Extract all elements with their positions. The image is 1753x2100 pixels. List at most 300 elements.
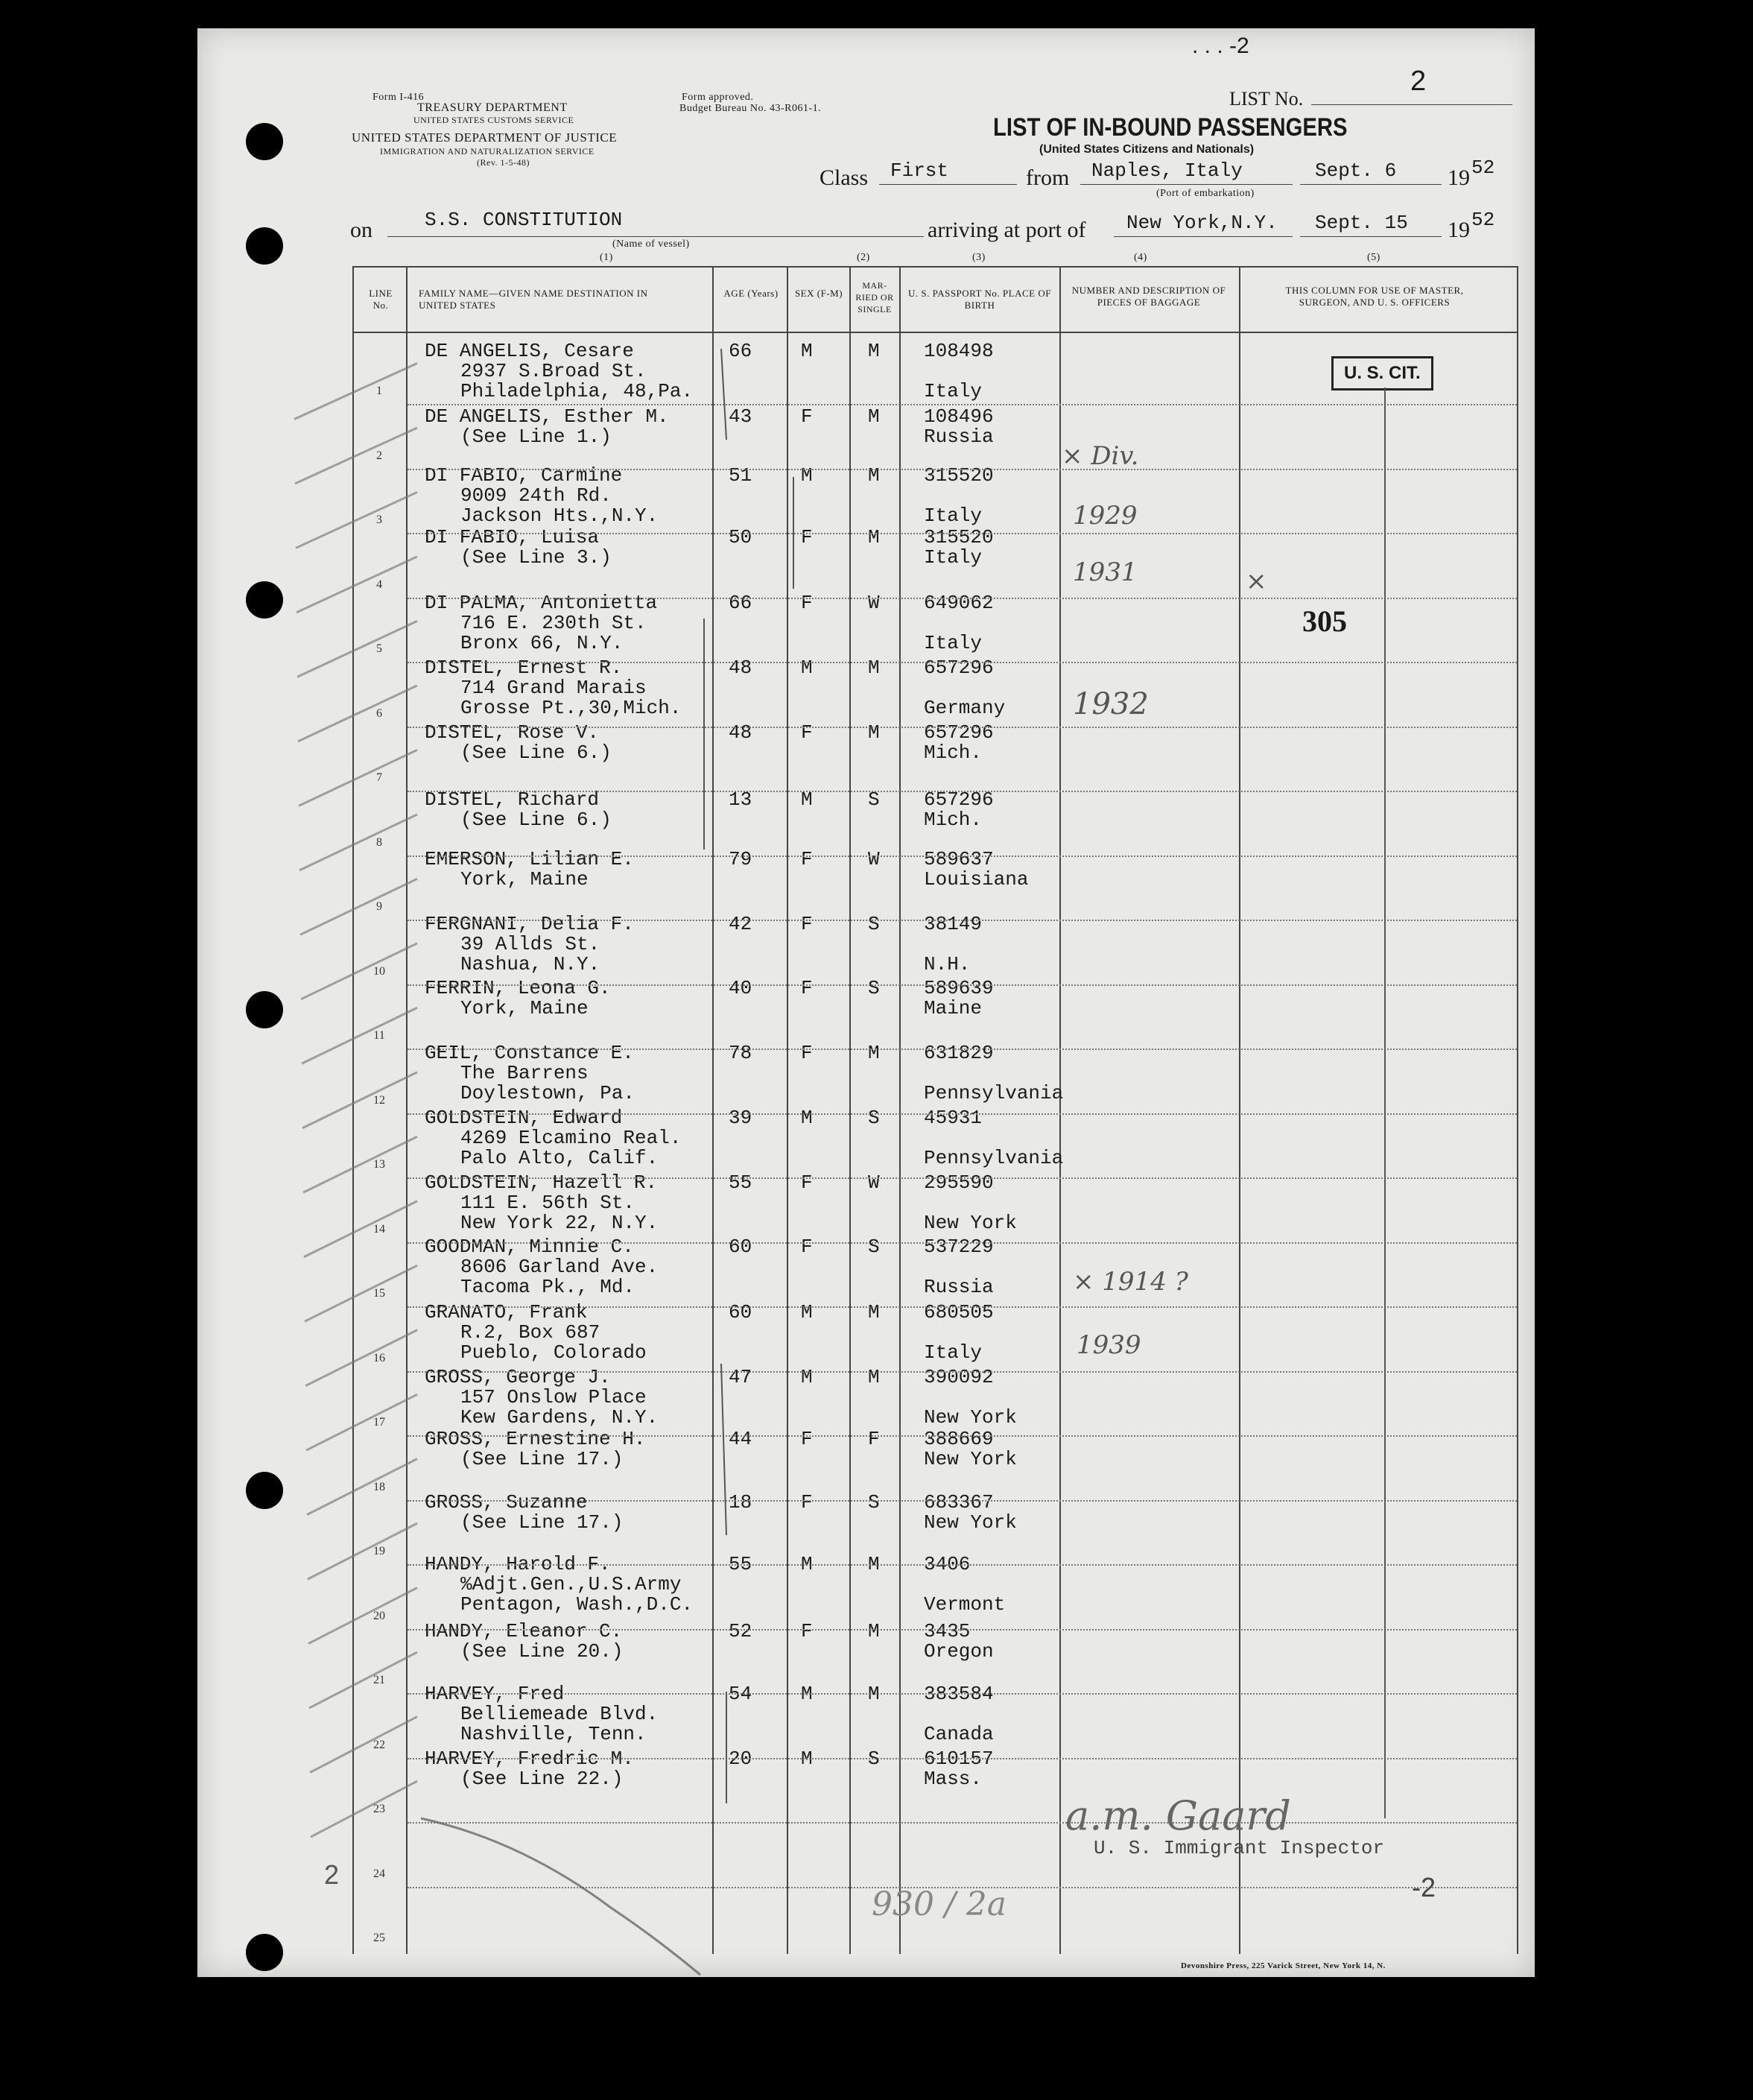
passenger-birthplace: Russia bbox=[924, 1276, 994, 1298]
passenger-birthplace: Italy bbox=[924, 546, 983, 569]
row-separator bbox=[408, 1693, 1517, 1695]
column-divider bbox=[899, 266, 901, 1954]
punch-hole bbox=[246, 227, 283, 265]
underline bbox=[879, 184, 1017, 185]
ins-service: IMMIGRATION AND NATURALIZATION SERVICE bbox=[380, 146, 595, 156]
passenger-sex: F bbox=[801, 721, 813, 744]
passenger-sex: M bbox=[801, 1748, 813, 1770]
underline bbox=[1300, 184, 1442, 185]
header-line-no: LINE No. bbox=[369, 288, 393, 311]
row-separator bbox=[408, 1629, 1517, 1631]
passenger-address-2: Nashua, N.Y. bbox=[460, 953, 600, 975]
passenger-address-1: 9009 24th Rd. bbox=[460, 484, 612, 507]
passenger-passport: 589637 bbox=[924, 848, 994, 870]
passenger-address-1: 4269 Elcamino Real. bbox=[460, 1127, 682, 1149]
passenger-name: DE ANGELIS, Cesare bbox=[425, 340, 634, 362]
passenger-birthplace: Oregon bbox=[924, 1640, 994, 1663]
passenger-address-2: Bronx 66, N.Y. bbox=[460, 632, 624, 654]
passenger-sex: F bbox=[801, 1171, 813, 1194]
column-divider bbox=[849, 266, 851, 1954]
passenger-birthplace: Italy bbox=[924, 632, 983, 654]
passenger-name: DI PALMA, Antonietta bbox=[425, 592, 658, 614]
passenger-sex: M bbox=[801, 464, 813, 487]
underline bbox=[1114, 236, 1293, 237]
passenger-address-2: Pentagon, Wash.,D.C. bbox=[460, 1593, 694, 1616]
passenger-name: FERRIN, Leona G. bbox=[425, 977, 611, 999]
passenger-age: 48 bbox=[729, 721, 752, 744]
passenger-address-2: Tacoma Pk., Md. bbox=[460, 1276, 635, 1298]
passenger-age: 52 bbox=[729, 1620, 752, 1642]
from-port: Naples, Italy bbox=[1091, 159, 1243, 182]
passenger-name: GRANATO, Frank bbox=[425, 1301, 588, 1323]
passenger-birthplace: Mich. bbox=[924, 741, 983, 764]
passenger-age: 78 bbox=[729, 1042, 752, 1064]
underline bbox=[1300, 236, 1442, 237]
column-divider bbox=[406, 266, 408, 1954]
row-separator bbox=[408, 662, 1517, 663]
passenger-name: DISTEL, Rose V. bbox=[425, 721, 600, 744]
passenger-passport: 631829 bbox=[924, 1042, 994, 1064]
passenger-sex: F bbox=[801, 1491, 813, 1514]
line-number: 21 bbox=[373, 1674, 385, 1687]
passenger-passport: 315520 bbox=[924, 526, 994, 548]
passenger-birthplace: Germany bbox=[924, 697, 1006, 719]
passenger-marital: S bbox=[868, 1748, 880, 1770]
handwritten-1914: × 1914 ? bbox=[1073, 1267, 1188, 1297]
from-year: 52 bbox=[1471, 156, 1495, 179]
passenger-address-1: (See Line 17.) bbox=[460, 1448, 624, 1470]
header-passport: U. S. PASSPORT No. PLACE OF BIRTH bbox=[908, 288, 1051, 311]
line-number: 19 bbox=[373, 1545, 385, 1558]
passenger-age: 18 bbox=[729, 1491, 752, 1514]
line-number: 17 bbox=[373, 1416, 385, 1429]
passenger-address-1: R.2, Box 687 bbox=[460, 1321, 600, 1344]
passenger-birthplace: New York bbox=[924, 1511, 1017, 1534]
header-age: AGE (Years) bbox=[723, 288, 779, 299]
passenger-marital: S bbox=[868, 977, 880, 999]
line-number: 8 bbox=[376, 835, 382, 849]
line-number: 3 bbox=[376, 513, 382, 527]
line-number: 6 bbox=[376, 706, 382, 720]
passenger-age: 20 bbox=[729, 1748, 752, 1770]
line-number: 9 bbox=[376, 900, 382, 914]
passenger-age: 55 bbox=[729, 1171, 752, 1194]
passenger-address-1: (See Line 3.) bbox=[460, 546, 612, 569]
column-number: (1) bbox=[600, 252, 613, 263]
passenger-age: 66 bbox=[729, 592, 752, 614]
inspector-signature: a.m. Gaard bbox=[1065, 1792, 1291, 1839]
header-baggage: NUMBER AND DESCRIPTION OF PIECES OF BAGGAGE bbox=[1071, 285, 1226, 308]
passenger-address-2: Nashville, Tenn. bbox=[460, 1723, 647, 1745]
passenger-name: GOODMAN, Minnie C. bbox=[425, 1236, 634, 1258]
line-number: 5 bbox=[376, 642, 382, 656]
passenger-passport: 108498 bbox=[924, 340, 994, 362]
passenger-birthplace: Vermont bbox=[924, 1593, 1006, 1616]
passenger-name: HARVEY, Fredric M. bbox=[425, 1748, 634, 1770]
table-right-rule bbox=[1517, 266, 1518, 1954]
punch-hole bbox=[246, 1472, 283, 1509]
passenger-name: GROSS, Ernestine H. bbox=[425, 1428, 646, 1450]
passenger-address-2: Grosse Pt.,30,Mich. bbox=[460, 697, 682, 719]
passenger-sex: M bbox=[801, 1683, 813, 1705]
passenger-address-2: Pueblo, Colorado bbox=[460, 1341, 647, 1364]
row-separator bbox=[408, 1822, 1517, 1824]
passenger-age: 60 bbox=[729, 1236, 752, 1258]
handwritten-1931: 1931 bbox=[1073, 557, 1138, 587]
column-divider bbox=[1239, 266, 1240, 1954]
column-number: (3) bbox=[972, 252, 986, 263]
punch-hole bbox=[246, 991, 283, 1028]
passenger-marital: S bbox=[868, 1107, 880, 1129]
passenger-age: 50 bbox=[729, 526, 752, 548]
from-year-prefix: 19 bbox=[1448, 165, 1470, 190]
passenger-sex: F bbox=[801, 1620, 813, 1642]
row-separator bbox=[408, 1371, 1517, 1373]
passenger-name: FERGNANI, Delia F. bbox=[425, 913, 634, 935]
class-value: First bbox=[890, 159, 949, 182]
passenger-marital: S bbox=[868, 788, 880, 811]
passenger-passport: 649062 bbox=[924, 592, 994, 614]
passenger-address-1: 8606 Garland Ave. bbox=[460, 1256, 659, 1278]
passenger-name: DI FABIO, Carmine bbox=[425, 464, 623, 487]
passenger-address-2: Philadelphia, 48,Pa. bbox=[460, 380, 694, 402]
line-number: 22 bbox=[373, 1738, 385, 1751]
passenger-birthplace: Maine bbox=[924, 997, 983, 1019]
row-separator bbox=[408, 984, 1517, 986]
passenger-birthplace: Pennsylvania bbox=[924, 1147, 1064, 1169]
table-top-rule bbox=[352, 266, 1518, 268]
passenger-marital: S bbox=[868, 1491, 880, 1514]
passenger-name: GOLDSTEIN, Edward bbox=[425, 1107, 623, 1129]
port-of-embarkation-caption: (Port of embarkation) bbox=[1156, 188, 1255, 199]
passenger-address-2: New York 22, N.Y. bbox=[460, 1212, 659, 1234]
us-citizen-stamp: U. S. CIT. bbox=[1331, 356, 1433, 390]
punch-hole bbox=[246, 1934, 283, 1971]
passenger-name: DISTEL, Ernest R. bbox=[425, 657, 623, 679]
passenger-address-1: (See Line 22.) bbox=[460, 1768, 624, 1790]
passenger-address-2: Doylestown, Pa. bbox=[460, 1082, 635, 1104]
passenger-sex: F bbox=[801, 1042, 813, 1064]
passenger-passport: 45931 bbox=[924, 1107, 983, 1129]
passenger-sex: F bbox=[801, 592, 813, 614]
column-divider bbox=[787, 266, 788, 1954]
passenger-address-2: Kew Gardens, N.Y. bbox=[460, 1406, 659, 1429]
passenger-age: 66 bbox=[729, 340, 752, 362]
row-separator bbox=[408, 1435, 1517, 1437]
row-separator bbox=[408, 1177, 1517, 1179]
row-separator bbox=[408, 791, 1517, 792]
passenger-passport: 657296 bbox=[924, 657, 994, 679]
class-label: Class bbox=[820, 165, 869, 190]
passenger-address-1: Belliemeade Blvd. bbox=[460, 1703, 659, 1725]
passenger-marital: M bbox=[868, 1683, 880, 1705]
passenger-name: HARVEY, Fred bbox=[425, 1683, 565, 1705]
passenger-name: GROSS, Suzanne bbox=[425, 1491, 588, 1514]
line-number: 14 bbox=[373, 1222, 385, 1236]
bottom-right-number: -2 bbox=[1412, 1872, 1436, 1903]
margin-number: 2 bbox=[324, 1859, 340, 1890]
line-number: 20 bbox=[373, 1609, 385, 1622]
officers-long-stroke bbox=[1384, 388, 1386, 1818]
header-sex: SEX (F-M) bbox=[794, 288, 843, 299]
line-number: 2 bbox=[376, 449, 382, 462]
passenger-age: 13 bbox=[729, 788, 752, 811]
passenger-address-1: 157 Onslow Place bbox=[460, 1386, 647, 1408]
passenger-marital: S bbox=[868, 1236, 880, 1258]
line-number: 23 bbox=[373, 1803, 385, 1816]
line-number: 13 bbox=[373, 1158, 385, 1171]
passenger-birthplace: Mich. bbox=[924, 809, 983, 831]
passenger-address-1: (See Line 6.) bbox=[460, 741, 612, 764]
document-page bbox=[197, 28, 1535, 1977]
passenger-marital: M bbox=[868, 1620, 880, 1642]
passenger-address-1: 714 Grand Marais bbox=[460, 677, 647, 699]
passenger-passport: 657296 bbox=[924, 721, 994, 744]
passenger-birthplace: Italy bbox=[924, 1341, 983, 1364]
passenger-passport: 108496 bbox=[924, 405, 994, 428]
passenger-address-1: York, Maine bbox=[460, 997, 589, 1019]
passenger-address-1: 39 Allds St. bbox=[460, 933, 600, 955]
passenger-address-1: 111 E. 56th St. bbox=[460, 1192, 635, 1214]
from-label: from bbox=[1026, 165, 1070, 190]
handwritten-div: × Div. bbox=[1062, 441, 1139, 471]
line-number: 18 bbox=[373, 1480, 385, 1493]
row-separator bbox=[408, 856, 1517, 857]
passenger-marital: W bbox=[868, 1171, 880, 1194]
underline bbox=[387, 236, 924, 237]
passenger-birthplace: New York bbox=[924, 1212, 1017, 1234]
passenger-birthplace: N.H. bbox=[924, 953, 971, 975]
passenger-sex: F bbox=[801, 977, 813, 999]
passenger-passport: 537229 bbox=[924, 1236, 994, 1258]
column-number: (5) bbox=[1367, 252, 1380, 263]
line-number: 11 bbox=[373, 1029, 385, 1043]
row-separator bbox=[408, 1500, 1517, 1502]
passenger-address-1: 716 E. 230th St. bbox=[460, 612, 647, 634]
line-number: 25 bbox=[373, 1932, 385, 1944]
handwritten-x: × bbox=[1246, 566, 1267, 596]
passenger-age: 51 bbox=[729, 464, 752, 487]
header-officers: THIS COLUMN FOR USE OF MASTER, SURGEON, AND U. S. OFFICERS bbox=[1285, 285, 1464, 308]
punch-hole bbox=[246, 581, 283, 619]
line-number: 10 bbox=[373, 964, 385, 978]
vessel-name: S.S. CONSTITUTION bbox=[425, 209, 623, 231]
passenger-address-1: (See Line 6.) bbox=[460, 809, 612, 831]
passenger-passport: 3406 bbox=[924, 1553, 971, 1575]
passenger-passport: 3435 bbox=[924, 1620, 971, 1642]
passenger-address-1: York, Maine bbox=[460, 868, 589, 891]
passenger-passport: 610157 bbox=[924, 1748, 994, 1770]
row-separator bbox=[408, 920, 1517, 921]
passenger-marital: M bbox=[868, 526, 880, 548]
budget-bureau: Budget Bureau No. 43-R061-1. bbox=[679, 103, 822, 114]
passenger-sex: M bbox=[801, 340, 813, 362]
passenger-age: 79 bbox=[729, 848, 752, 870]
line-number: 7 bbox=[376, 771, 382, 785]
passenger-name: HANDY, Eleanor C. bbox=[425, 1620, 623, 1642]
passenger-age: 42 bbox=[729, 913, 752, 935]
passenger-age: 48 bbox=[729, 657, 752, 679]
row-separator bbox=[408, 727, 1517, 728]
passenger-address-1: (See Line 20.) bbox=[460, 1640, 624, 1663]
passenger-passport: 589639 bbox=[924, 977, 994, 999]
arrival-date: Sept. 15 bbox=[1315, 212, 1408, 234]
passenger-birthplace: New York bbox=[924, 1406, 1017, 1429]
passenger-age: 43 bbox=[729, 405, 752, 428]
passenger-passport: 295590 bbox=[924, 1171, 994, 1194]
header-marital: MAR-RIED OR SINGLE bbox=[855, 280, 894, 314]
passenger-marital: M bbox=[868, 721, 880, 744]
passenger-sex: F bbox=[801, 848, 813, 870]
row-separator bbox=[408, 469, 1517, 470]
row-separator bbox=[408, 1564, 1517, 1566]
passenger-sex: M bbox=[801, 1107, 813, 1129]
passenger-age: 39 bbox=[729, 1107, 752, 1129]
passenger-name: GEIL, Constance E. bbox=[425, 1042, 634, 1064]
passenger-name: DISTEL, Richard bbox=[425, 788, 600, 811]
on-label: on bbox=[350, 218, 373, 242]
passenger-address-1: %Adjt.Gen.,U.S.Army bbox=[460, 1573, 682, 1595]
passenger-name: HANDY, Harold F. bbox=[425, 1553, 611, 1575]
passenger-sex: M bbox=[801, 788, 813, 811]
passenger-address-1: (See Line 1.) bbox=[460, 426, 612, 448]
page-subtitle: (United States Citizens and Nationals) bbox=[1039, 143, 1255, 156]
customs-service: UNITED STATES CUSTOMS SERVICE bbox=[413, 115, 574, 125]
line-number: 24 bbox=[373, 1867, 385, 1880]
underline bbox=[1080, 184, 1293, 185]
passenger-address-1: The Barrens bbox=[460, 1062, 589, 1084]
passenger-sex: M bbox=[801, 1301, 813, 1323]
passenger-sex: M bbox=[801, 1553, 813, 1575]
page-title: LIST OF IN-BOUND PASSENGERS bbox=[993, 113, 1348, 142]
passenger-birthplace: Pennsylvania bbox=[924, 1082, 1064, 1104]
line-number: 12 bbox=[373, 1093, 385, 1107]
form-number: Form I-416 bbox=[373, 92, 425, 103]
passenger-sex: M bbox=[801, 657, 813, 679]
line-number: 1 bbox=[376, 385, 382, 398]
printer-imprint: Devonshire Press, 225 Varick Street, New York 14, N. bbox=[1181, 1961, 1386, 1970]
punch-hole bbox=[246, 123, 283, 160]
passenger-name: EMERSON, Lilian E. bbox=[425, 848, 634, 870]
passenger-passport: 315520 bbox=[924, 464, 994, 487]
passenger-sex: F bbox=[801, 1428, 813, 1450]
passenger-name: DI FABIO, Luisa bbox=[425, 526, 600, 548]
arrival-year-prefix: 19 bbox=[1448, 218, 1470, 242]
column-number: (2) bbox=[857, 252, 870, 263]
passenger-name: DE ANGELIS, Esther M. bbox=[425, 405, 669, 428]
passenger-marital: M bbox=[868, 1366, 880, 1388]
row-separator bbox=[408, 1113, 1517, 1115]
passenger-address-1: 2937 S.Broad St. bbox=[460, 360, 647, 382]
line-number: 15 bbox=[373, 1287, 385, 1300]
passenger-passport: 388669 bbox=[924, 1428, 994, 1450]
passenger-sex: F bbox=[801, 526, 813, 548]
passenger-address-2: Jackson Hts.,N.Y. bbox=[460, 505, 659, 527]
passenger-birthplace: New York bbox=[924, 1448, 1017, 1470]
column-divider bbox=[712, 266, 714, 1954]
passenger-passport: 683367 bbox=[924, 1491, 994, 1514]
treasury-department: TREASURY DEPARTMENT bbox=[417, 101, 568, 114]
passenger-address-1: (See Line 17.) bbox=[460, 1511, 624, 1534]
line-number: 4 bbox=[376, 578, 382, 591]
row-separator bbox=[408, 1306, 1517, 1308]
passenger-name: GROSS, George J. bbox=[425, 1366, 611, 1388]
passenger-marital: W bbox=[868, 848, 880, 870]
list-number-value: 2 bbox=[1410, 66, 1427, 97]
from-date: Sept. 6 bbox=[1315, 159, 1397, 182]
arrival-port: New York,N.Y. bbox=[1126, 212, 1278, 234]
row-separator bbox=[408, 1242, 1517, 1244]
vessel-caption: (Name of vessel) bbox=[612, 238, 690, 250]
revision: (Rev. 1-5-48) bbox=[477, 157, 530, 168]
handwritten-1939: 1939 bbox=[1077, 1330, 1141, 1360]
passenger-marital: F bbox=[868, 1428, 880, 1450]
passenger-sex: F bbox=[801, 1236, 813, 1258]
arrival-year: 52 bbox=[1471, 209, 1495, 231]
passenger-passport: 657296 bbox=[924, 788, 994, 811]
passenger-marital: M bbox=[868, 1301, 880, 1323]
list-number-label: LIST No. bbox=[1229, 88, 1304, 110]
header-name: FAMILY NAME—GIVEN NAME DESTINATION IN UNITED STATES bbox=[419, 288, 648, 311]
column-number: (4) bbox=[1134, 252, 1147, 263]
passenger-age: 60 bbox=[729, 1301, 752, 1323]
top-mark: . . . -2 bbox=[1192, 34, 1249, 58]
passenger-marital: M bbox=[868, 657, 880, 679]
underline bbox=[1311, 104, 1512, 105]
passenger-passport: 383584 bbox=[924, 1683, 994, 1705]
passenger-sex: M bbox=[801, 1366, 813, 1388]
passenger-birthplace: Louisiana bbox=[924, 868, 1029, 891]
passenger-marital: M bbox=[868, 1042, 880, 1064]
passenger-marital: M bbox=[868, 405, 880, 428]
bottom-scribble: 930 / 2a bbox=[872, 1885, 1007, 1923]
row-separator bbox=[408, 1758, 1517, 1759]
passenger-marital: M bbox=[868, 340, 880, 362]
row-separator bbox=[408, 598, 1517, 599]
tally-305: 305 bbox=[1302, 604, 1347, 638]
inspector-title: U. S. Immigrant Inspector bbox=[1094, 1837, 1385, 1859]
passenger-age: 40 bbox=[729, 977, 752, 999]
arriving-label: arriving at port of bbox=[928, 218, 1086, 242]
passenger-passport: 390092 bbox=[924, 1366, 994, 1388]
passenger-marital: M bbox=[868, 464, 880, 487]
passenger-age: 47 bbox=[729, 1366, 752, 1388]
passenger-birthplace: Italy bbox=[924, 380, 983, 402]
passenger-birthplace: Italy bbox=[924, 505, 983, 527]
passenger-birthplace: Canada bbox=[924, 1723, 994, 1745]
passenger-birthplace: Russia bbox=[924, 426, 994, 448]
passenger-age: 54 bbox=[729, 1683, 752, 1705]
table-left-rule bbox=[352, 266, 354, 1954]
row-separator bbox=[408, 533, 1517, 534]
row-separator bbox=[408, 404, 1517, 405]
line-number: 16 bbox=[373, 1351, 385, 1364]
justice-department: UNITED STATES DEPARTMENT OF JUSTICE bbox=[352, 130, 618, 145]
passenger-name: GOLDSTEIN, Hazell R. bbox=[425, 1171, 658, 1194]
passenger-marital: M bbox=[868, 1553, 880, 1575]
handwritten-1932: 1932 bbox=[1073, 687, 1149, 721]
passenger-sex: F bbox=[801, 913, 813, 935]
passenger-passport: 680505 bbox=[924, 1301, 994, 1323]
passenger-age: 44 bbox=[729, 1428, 752, 1450]
passenger-sex: F bbox=[801, 405, 813, 428]
handwritten-1929: 1929 bbox=[1073, 501, 1138, 531]
row-separator bbox=[408, 1049, 1517, 1050]
passenger-passport: 38149 bbox=[924, 913, 983, 935]
form-approved: Form approved. bbox=[682, 92, 754, 103]
column-divider bbox=[1059, 266, 1061, 1954]
passenger-birthplace: Mass. bbox=[924, 1768, 983, 1790]
